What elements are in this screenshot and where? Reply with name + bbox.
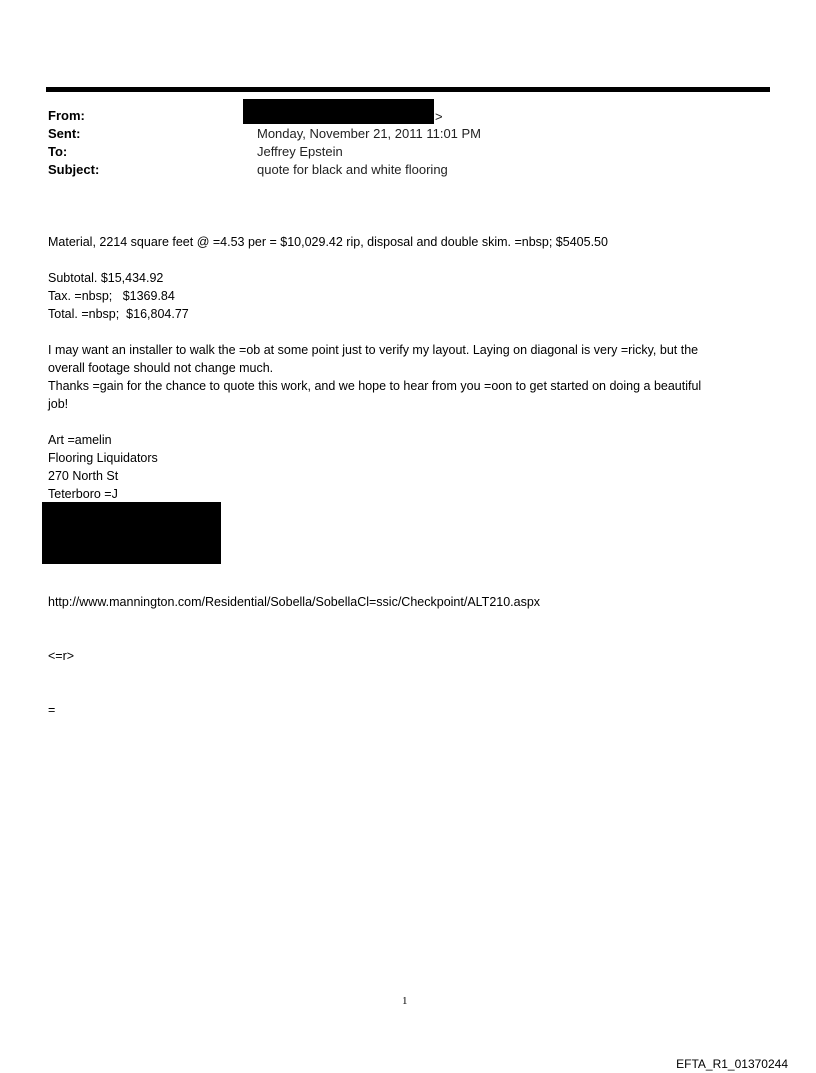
redaction-box-from	[243, 99, 434, 124]
sent-value: Monday, November 21, 2011 11:01 PM	[257, 126, 482, 141]
tag-text: <=r>	[48, 649, 75, 663]
redaction-box-signature	[42, 502, 221, 564]
to-value: Jeffrey Epstein	[257, 144, 343, 159]
signature-company: Flooring Liquidators	[48, 451, 158, 465]
equals-text: =	[48, 703, 56, 717]
header-rule	[46, 87, 770, 92]
paragraph-line: I may want an installer to walk the =ob at some point just to verify my layout. Laying on diagonal is very =ricky, but the	[48, 343, 699, 357]
tax-line: Tax. =nbsp; $1369.84	[48, 289, 175, 303]
signature-name: Art =amelin	[48, 433, 112, 447]
page-number: 1	[402, 995, 408, 1007]
sent-label: Sent:	[48, 126, 81, 141]
to-label: To:	[48, 144, 68, 159]
document-id: EFTA_R1_01370244	[676, 1057, 788, 1071]
signature-city: Teterboro =J	[48, 487, 118, 501]
paragraph-line: overall footage should not change much.	[48, 361, 274, 375]
total-line: Total. =nbsp; $16,804.77	[48, 307, 189, 321]
signature-address: 270 North St	[48, 469, 119, 483]
product-link[interactable]: http://www.mannington.com/Residential/Sobella/SobellaCl=ssic/Checkpoint/ALT210.aspx	[48, 595, 541, 609]
paragraph-line: Thanks =gain for the chance to quote this work, and we hope to hear from you =oon to get started on doing a beautiful	[48, 379, 702, 393]
subtotal-line: Subtotal. $15,434.92	[48, 271, 164, 285]
from-value-suffix: >	[435, 109, 443, 124]
from-label: From:	[48, 108, 85, 123]
subject-value: quote for black and white flooring	[257, 162, 448, 177]
subject-label: Subject:	[48, 162, 100, 177]
material-line: Material, 2214 square feet @ =4.53 per = $10,029.42 rip, disposal and double skim. =nbsp; $5405.50	[48, 235, 608, 249]
paragraph-line: job!	[48, 397, 69, 411]
